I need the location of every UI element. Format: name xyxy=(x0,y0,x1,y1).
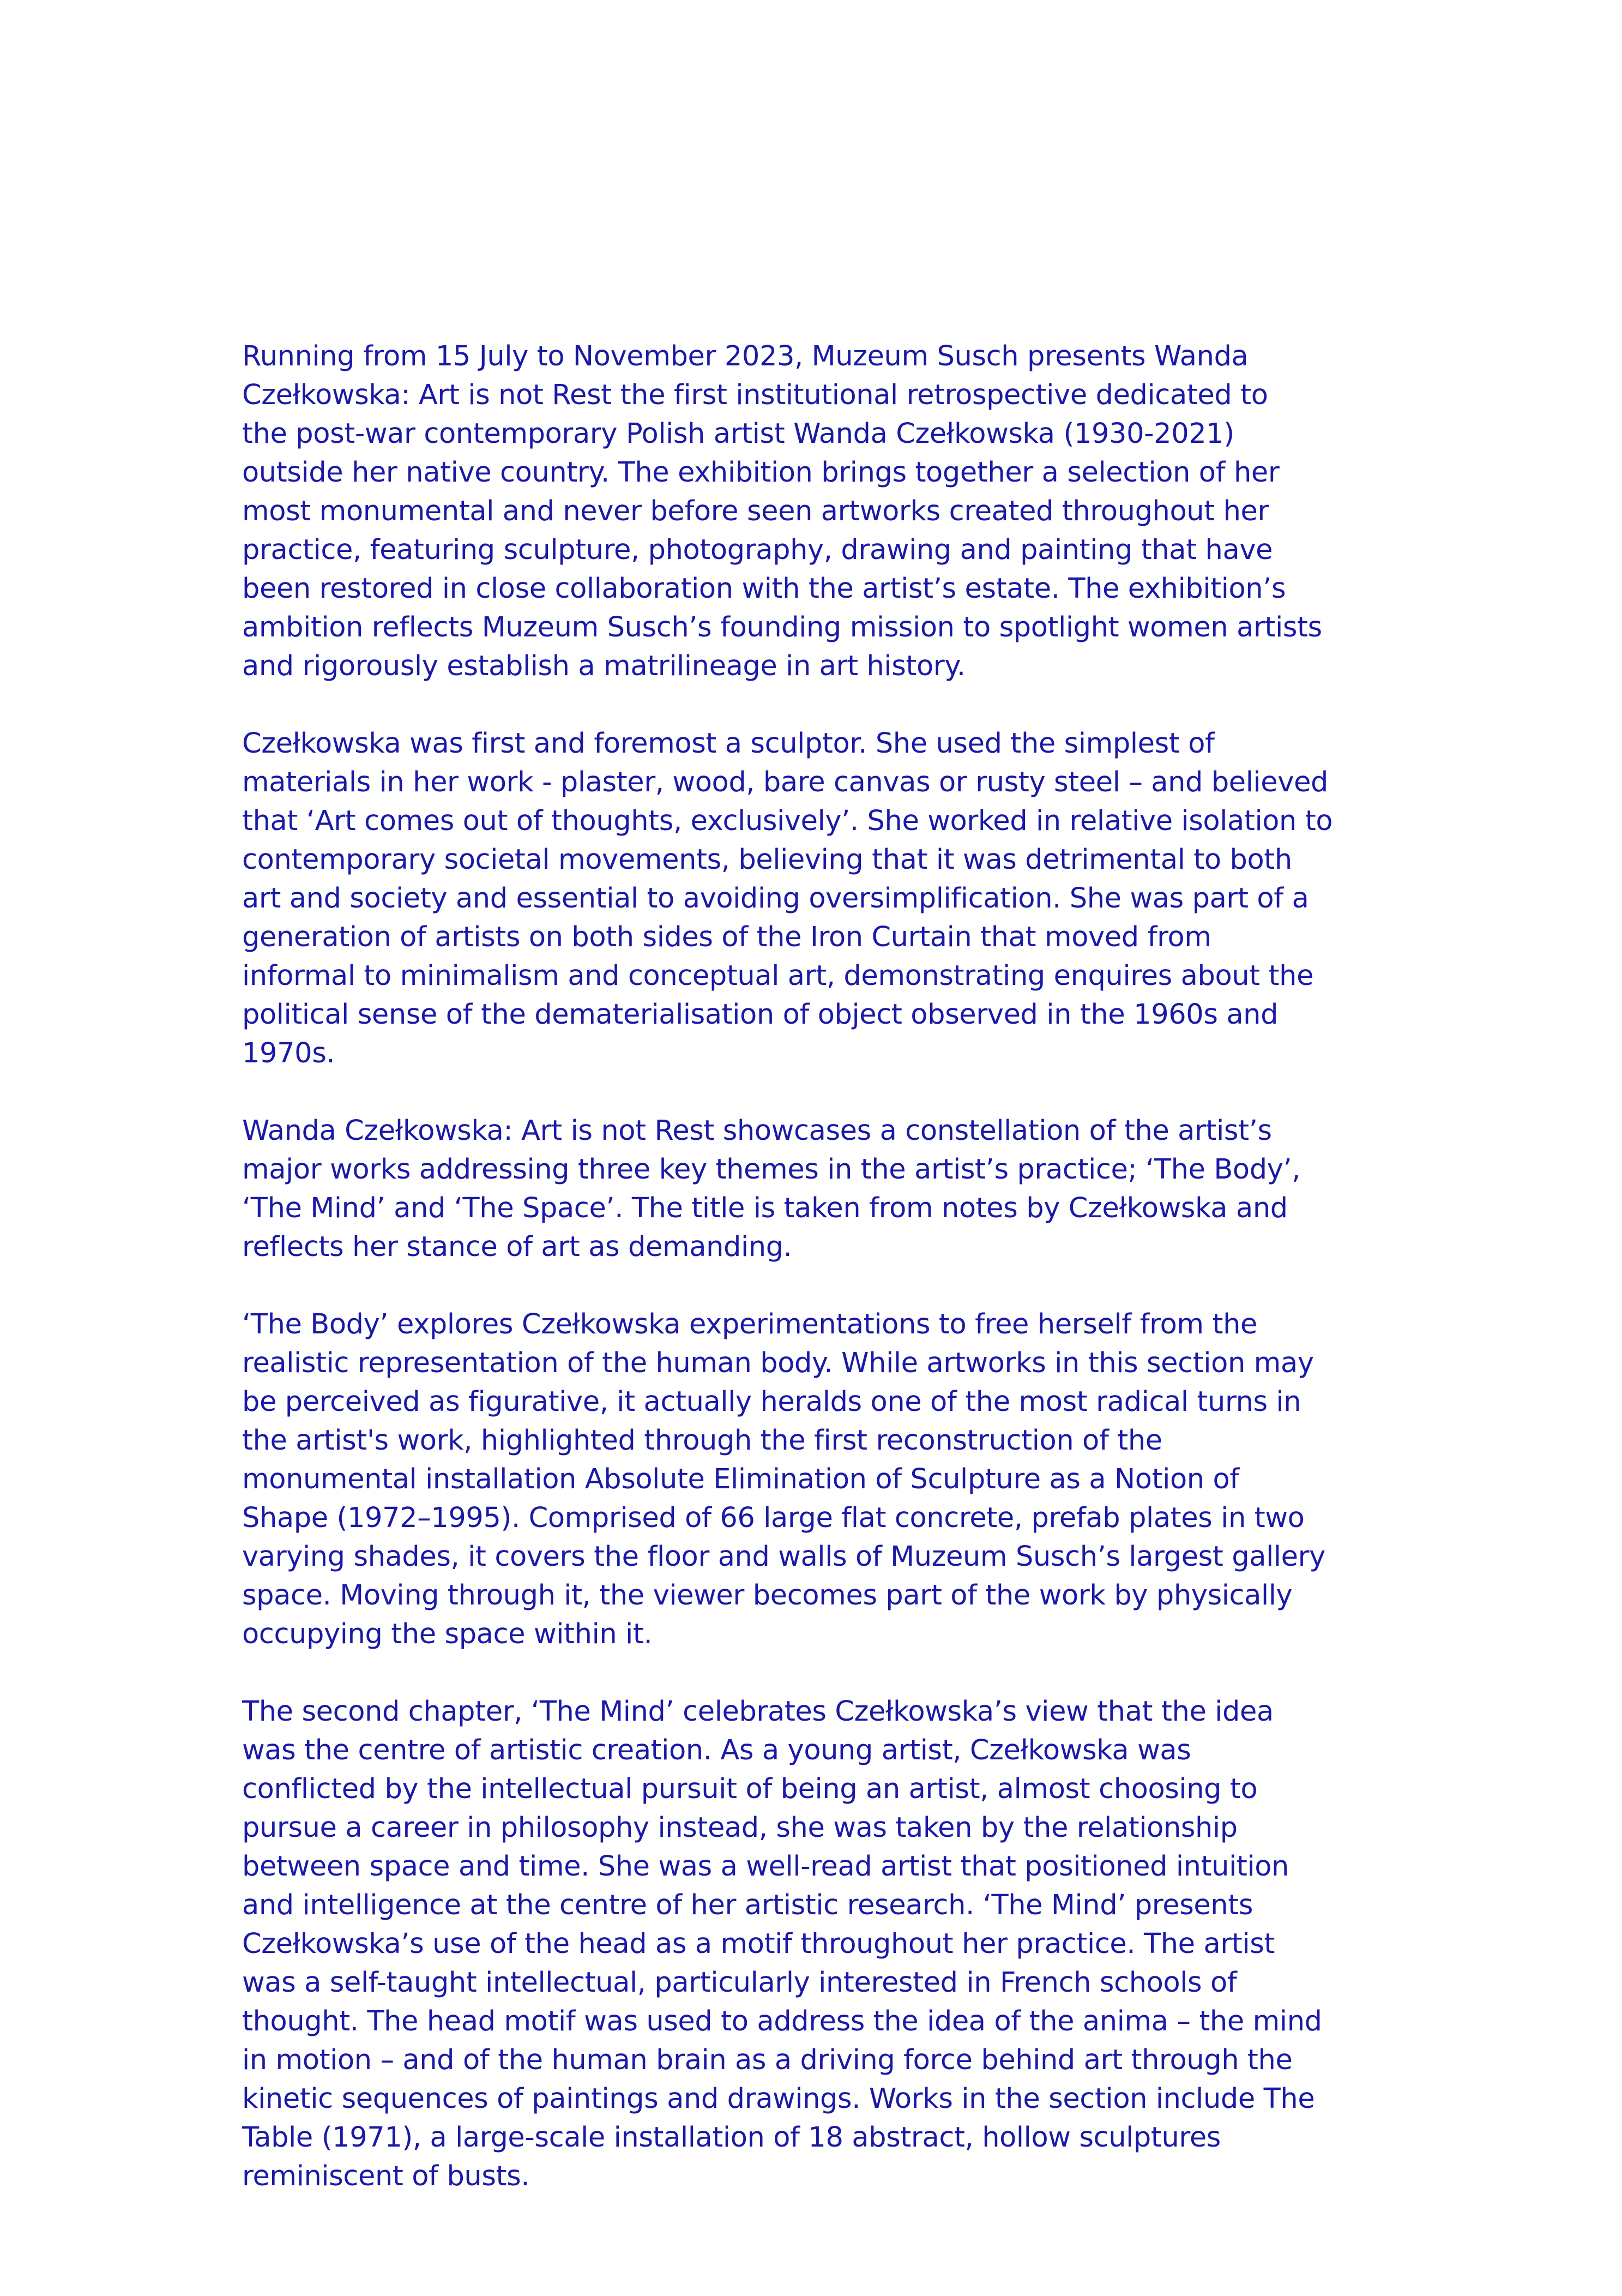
document-body xyxy=(242,337,1409,2234)
paragraph-the-mind: The second chapter, ‘The Mind’ celebrates Czełkowska’s view that the idea was the centre of artistic creation. As a young artist, Czełkowska was conflicted by the intellectual pursuit of being an artist, almost choosing to pursue a career in philosophy instead, she was taken by the relationship between space and time. She was a well-read artist that positioned intuition and intelligence at the centre of her artistic research. ‘The Mind’ presents Czełkowska’s use of the head as a motif throughout her practice. The artist was a self-taught intellectual, particularly interested in French schools of thought. The head motif was used to address the idea of the anima – the mind in motion – and of the human brain as a driving force behind art through the kinetic sequences of paintings and drawings. Works in the section include The Table (1971), a large-scale installation of 18 abstract, hollow sculptures reminiscent of busts. xyxy=(242,1696,1322,2192)
paragraph-constellation: Wanda Czełkowska: Art is not Rest showcases a constellation of the artist’s major works addressing three key themes in the artist’s practice; ‘The Body’, ‘The Mind’ and ‘The Space’. The title is taken from notes by Czełkowska and reflects her stance of art as demanding. xyxy=(242,1115,1301,1263)
paragraph-the-body: ‘The Body’ explores Czełkowska experimentations to free herself from the realistic representation of the human body. While artworks in this section may be perceived as figurative, it actually heralds one of the most radical turns in the artist's work, highlighted through the first reconstruction of the monumental installation Absolute Elimination of Sculpture as a Notion of Shape (1972–1995). Comprised of 66 large flat concrete, prefab plates in two varying shades, it covers the floor and walls of Muzeum Susch’s largest gallery space. Moving through it, the viewer becomes part of the work by physically occupying the space within it. xyxy=(242,1308,1325,1650)
paragraph-sculptor: Czełkowska was first and foremost a sculptor. She used the simplest of materials in her work - plaster, wood, bare canvas or rusty steel – and believed that ‘Art comes out of thoughts, exclusively’. She worked in relative isolation to contemporary societal movements, believing that it was detrimental to both art and society and essential to avoiding oversimplification. She was part of a generation of artists on both sides of the Iron Curtain that moved from informal to minimalism and conceptual art, demonstrating enquires about the political sense of the dematerialisation of object observed in the 1960s and 1970s. xyxy=(242,728,1333,1069)
paragraph-intro: Running from 15 July to November 2023, Muzeum Susch presents Wanda Czełkowska: Art is not Rest the first institutional retrospective dedicated to the post-war contemporary Polish artist Wanda Czełkowska (1930-2021) outside her native country. The exhibition brings together a selection of her most monumental and never before seen artworks created throughout her practice, featuring sculpture, photography, drawing and painting that have been restored in close collaboration with the artist’s estate. The exhibition’s ambition reflects Muzeum Susch’s founding mission to spotlight women artists and rigorously establish a matrilineage in art history. xyxy=(242,340,1322,682)
